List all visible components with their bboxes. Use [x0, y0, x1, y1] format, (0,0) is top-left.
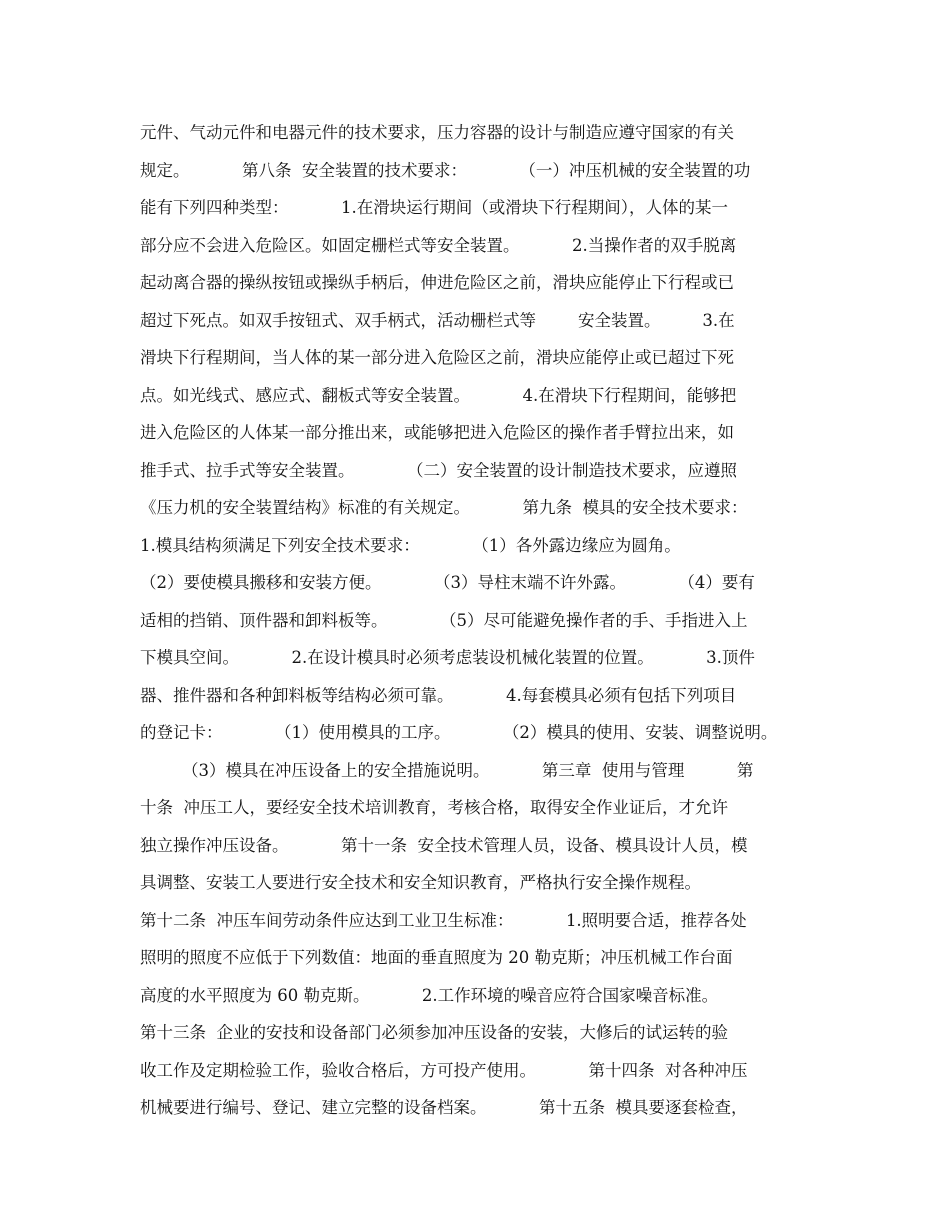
text-line: 点。如光线式、感应式、翻板式等安全装置。 4.在滑块下行程期间，能够把 — [140, 385, 737, 405]
text-line: 超过下死点。如双手按钮式、双手柄式，活动栅栏式等 安全装置。 3.在 — [140, 310, 735, 330]
text-line: 收工作及定期检验工作，验收合格后，方可投产使用。 第十四条 对各种冲压 — [140, 1060, 748, 1080]
text-line: 进入危险区的人体某一部分推出来，或能够把进入危险区的操作者手臂拉出来，如 — [140, 423, 734, 442]
text-line: 适相的挡销、顶件器和卸料板等。 （5）尽可能避免操作者的手、手指进入上 — [140, 610, 748, 630]
text-line: 元件、气动元件和电器元件的技术要求，压力容器的设计与制造应遵守国家的有关 — [140, 123, 734, 142]
text-line: 器、推件器和各种卸料板等结构必须可靠。 4.每套模具必须有包括下列项目 — [140, 685, 737, 705]
text-line: （2）要使模具搬移和安装方便。 （3）导柱末端不许外露。 （4）要有 — [140, 573, 755, 592]
text-line: 十条 冲压工人，要经安全技术培训教育，考核合格，取得安全作业证后，才允许 — [140, 798, 728, 817]
text-line: 独立操作冲压设备。 第十一条 安全技术管理人员，设备、模具设计人员，模 — [140, 835, 748, 855]
text-line: 《压力机的安全装置结构》标准的有关规定。 第九条 模具的安全技术要求： — [140, 498, 748, 517]
text-line: 具调整、安装工人要进行安全技术和安全知识教育，严格执行安全操作规程。 — [140, 873, 701, 892]
text-line: 机械要进行编号、登记、建立完整的设备档案。 第十五条 模具要逐套检查， — [140, 1098, 748, 1117]
text-line: 第十三条 企业的安技和设备部门必须参加冲压设备的安装，大修后的试运转的验 — [140, 1023, 728, 1042]
text-line: 下模具空间。 2.在设计模具时必须考虑装设机械化装置的位置。 3.顶件 — [140, 648, 755, 667]
text-line: 推手式、拉手式等安全装置。 （二）安全装置的设计制造技术要求，应遵照 — [140, 460, 737, 480]
text-line: 滑块下行程期间，当人体的某一部分进入危险区之前，滑块应能停止或已超过下死 — [140, 348, 734, 367]
text-line: 1.模具结构须满足下列安全技术要求： （1）各外露边缘应为圆角。 — [140, 535, 681, 555]
text-line: 的登记卡： （1）使用模具的工序。 （2）模具的使用、安装、调整说明。 — [140, 723, 778, 742]
text-line: 第十二条 冲压车间劳动条件应达到工业卫生标准： 1.照明要合适，推荐各处 — [140, 910, 747, 930]
document-body-text — [140, 114, 815, 1127]
text-line: 规定。 第八条 安全装置的技术要求： （一）冲压机械的安全装置的功 — [140, 160, 751, 180]
text-line: （3）模具在冲压设备上的安全措施说明。 第三章 使用与管理 第 — [140, 760, 754, 780]
text-line: 高度的水平照度为 60 勒克斯。 2.工作环境的噪音应符合国家噪音标准。 — [140, 985, 719, 1005]
text-line: 能有下列四种类型： 1.在滑块运行期间（或滑块下行程期间），人体的某一 — [140, 198, 728, 217]
text-line: 部分应不会进入危险区。如固定栅栏式等安全装置。 2.当操作者的双手脱离 — [140, 235, 737, 255]
text-line: 起动离合器的操纵按钮或操纵手柄后，伸进危险区之前，滑块应能停止下行程或已 — [140, 273, 734, 292]
text-line: 照明的照度不应低于下列数值：地面的垂直照度为 20 勒克斯；冲压机械工作台面 — [140, 948, 733, 967]
